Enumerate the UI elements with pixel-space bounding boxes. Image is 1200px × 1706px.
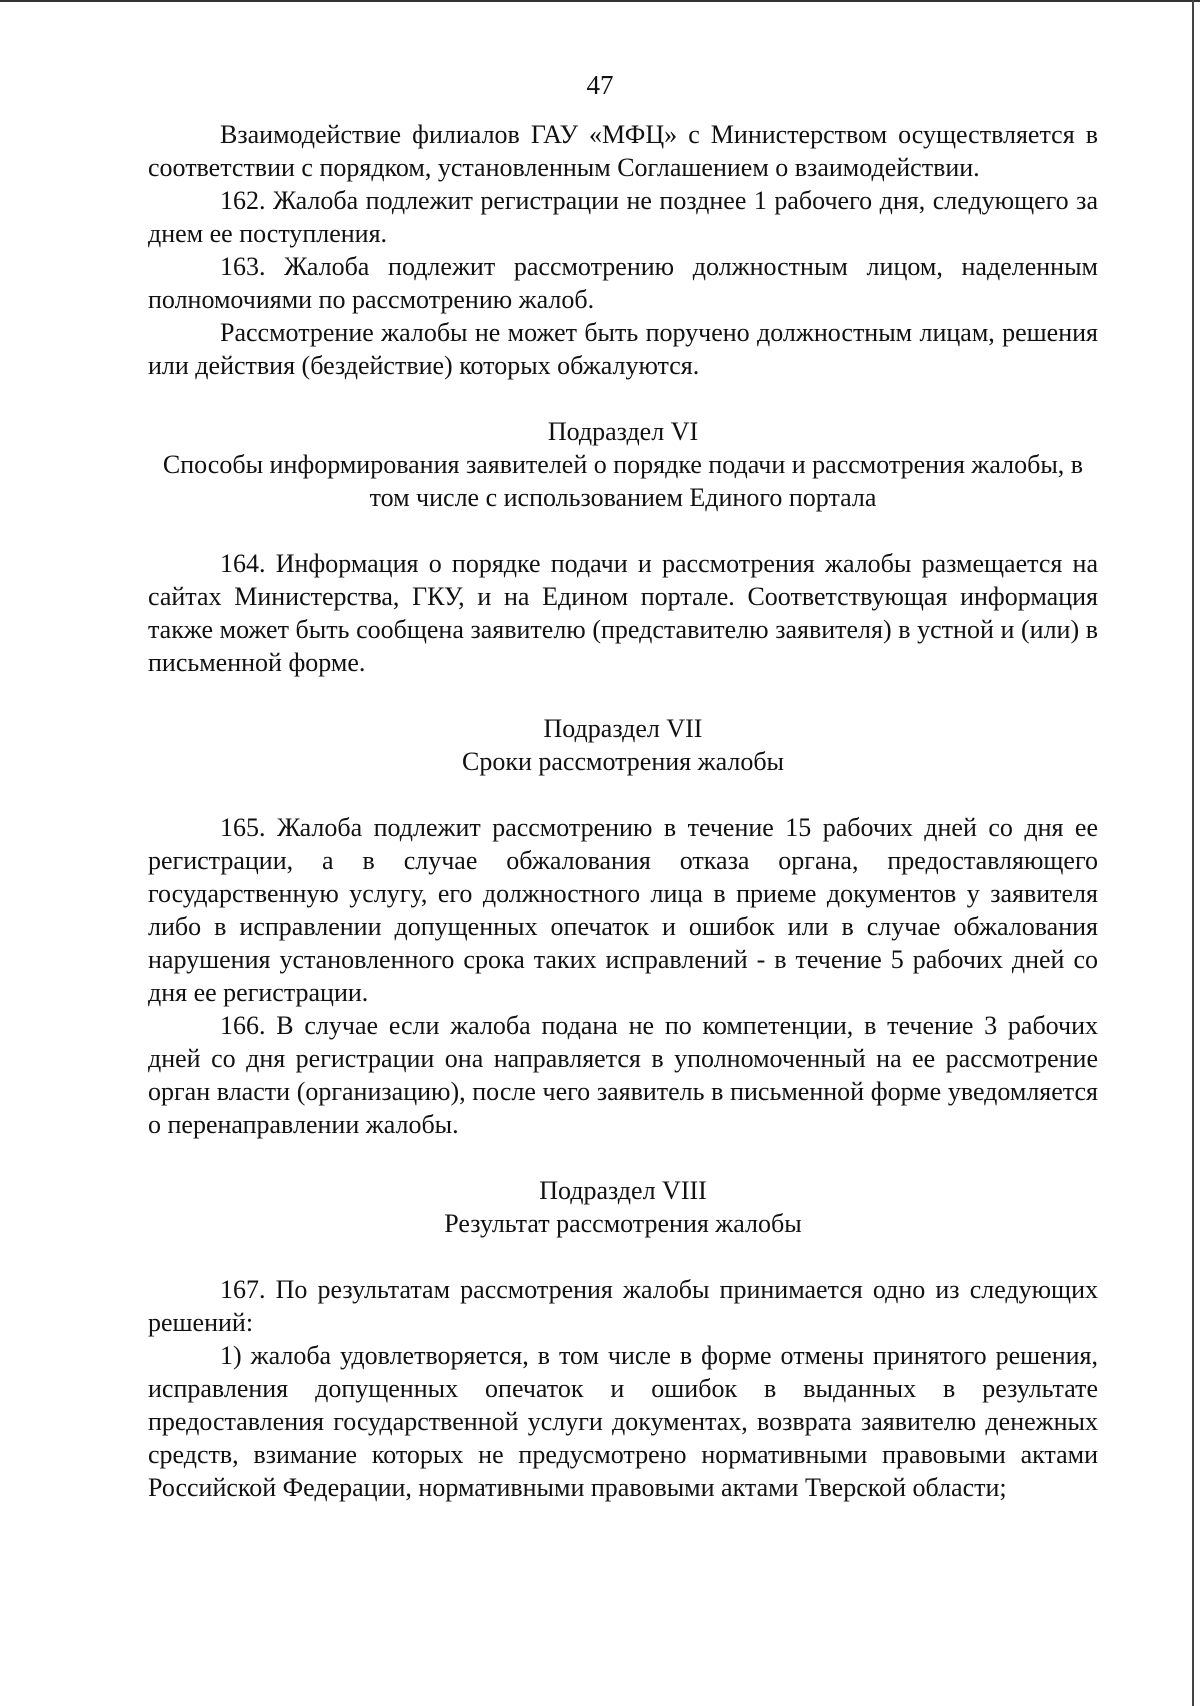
paragraph-167: 167. По результатам рассмотрения жалобы принимается одно из следующих решений:	[148, 1275, 1098, 1337]
section-viii-title: Результат рассмотрения жалобы	[444, 1209, 802, 1238]
section-viii-label: Подраздел VIII	[539, 1176, 707, 1205]
paragraph-164: 164. Информация о порядке подачи и рассмотрения жалобы размещается на сайтах Министерства, ГКУ, и на Едином портале. Соответствующая информация также может быть сообщена заявителю (представителю заявителя) в устной и (или) в письменной форме.	[148, 549, 1098, 677]
paragraph-166: 166. В случае если жалоба подана не по компетенции, в течение 3 рабочих дней со дня регистрации она направляется в уполномоченный на ее рассмотрение орган власти (организацию), после чего заявитель в письменной форме уведомляется о перенаправлении жалобы.	[148, 1011, 1098, 1139]
section-vii-heading	[148, 712, 1098, 778]
scan-right-border	[1192, 0, 1194, 1706]
section-vi-title: Способы информирования заявителей о порядке подачи и рассмотрения жалобы, в том числе с использованием Единого портала	[162, 450, 1084, 512]
scan-top-border	[0, 0, 1200, 2]
page-number: 47	[586, 70, 614, 100]
document-body	[148, 118, 1098, 1504]
paragraph-167-1: 1) жалоба удовлетворяется, в том числе в форме отмены принятого решения, исправления допущенных опечаток и ошибок в выданных в результате предоставления государственной услуги документах, возврата заявителю денежных средств, взимание которых не предусмотрено нормативными правовыми актами Российской Федерации, нормативными правовыми актами Тверской области;	[148, 1341, 1098, 1502]
paragraph-163-cont: Рассмотрение жалобы не может быть поручено должностным лицам, решения или действия (бездействие) которых обжалуются.	[148, 318, 1098, 380]
paragraph-162: 162. Жалоба подлежит регистрации не позднее 1 рабочего дня, следующего за днем ее поступления.	[148, 186, 1098, 248]
section-viii-heading	[148, 1174, 1098, 1240]
section-vii-title: Сроки рассмотрения жалобы	[461, 747, 785, 776]
section-vi-label: Подраздел VI	[547, 417, 699, 446]
paragraph-165: 165. Жалоба подлежит рассмотрению в течение 15 рабочих дней со дня ее регистрации, а в случае обжалования отказа органа, предоставляющего государственную услугу, его должностного лица в приеме документов у заявителя либо в исправлении допущенных опечаток и ошибок или в случае обжалования нарушения установленного срока таких исправлений - в течение 5 рабочих дней со дня ее регистрации.	[148, 813, 1098, 1007]
section-vi-heading	[148, 415, 1098, 514]
section-vii-label: Подраздел VII	[543, 714, 703, 743]
paragraph-163: 163. Жалоба подлежит рассмотрению должностным лицом, наделенным полномочиями по рассмотрению жалоб.	[148, 252, 1098, 314]
paragraph-interaction: Взаимодействие филиалов ГАУ «МФЦ» с Министерством осуществляется в соответствии с порядком, установленным Соглашением о взаимодействии.	[148, 120, 1098, 182]
